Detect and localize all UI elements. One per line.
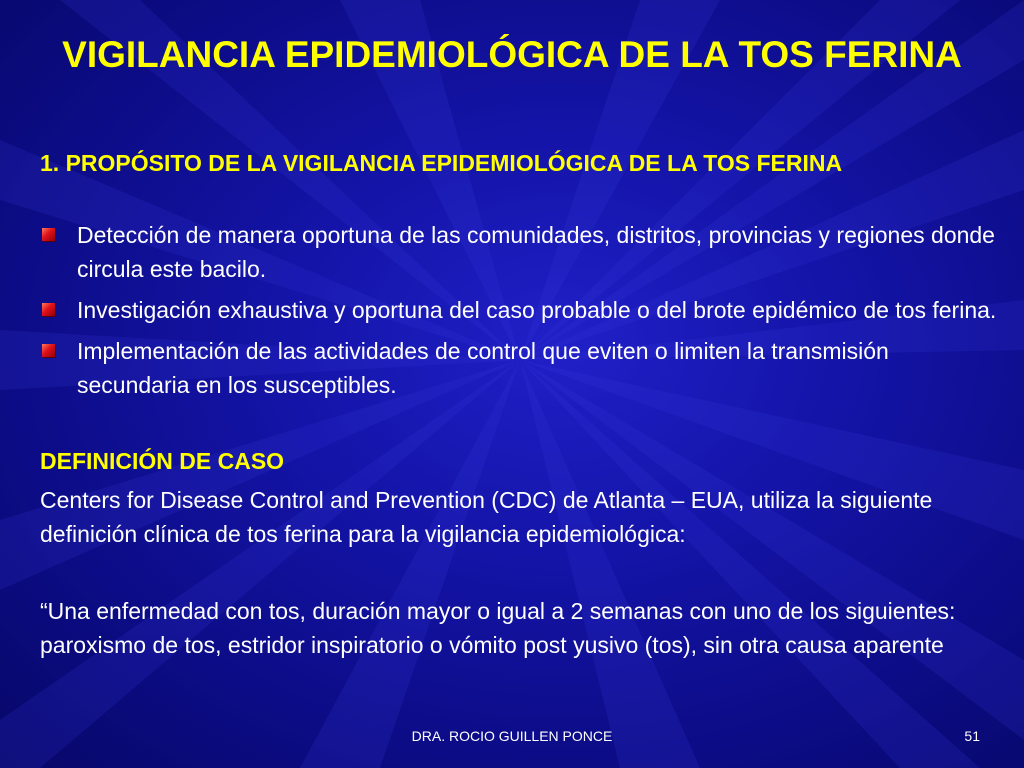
bullet-item [40,293,1000,327]
bullet-item [40,218,1000,286]
definition-heading: DEFINICIÓN DE CASO [40,448,285,474]
red-square-bullet-icon [42,344,55,357]
definition-paragraph: Centers for Disease Control and Prevention (CDC) de Atlanta – EUA, utiliza la siguiente definición clínica de tos ferina para la vigilancia epidemiológica: [40,487,933,547]
bullet-text: Detección de manera oportuna de las comunidades, distritos, provincias y regiones donde circula este bacilo. [77,222,995,282]
red-square-bullet-icon [42,228,55,241]
bullet-list [40,218,1000,409]
bullet-text: Investigación exhaustiva y oportuna del caso probable o del brote epidémico de tos ferina. [77,297,997,323]
slide-title: VIGILANCIA EPIDEMIOLÓGICA DE LA TOS FERINA [62,34,962,75]
bullet-item [40,334,1000,402]
section-heading: 1. PROPÓSITO DE LA VIGILANCIA EPIDEMIOLÓGICA DE LA TOS FERINA [40,150,843,176]
footer-author: DRA. ROCIO GUILLEN PONCE [411,728,613,744]
case-definition-quote: “Una enfermedad con tos, duración mayor o igual a 2 semanas con uno de los siguientes: paroxismo de tos, estridor inspiratorio o vómito post yusivo (tos), sin otra causa aparente [40,598,956,658]
page-number: 51 [964,728,980,744]
red-square-bullet-icon [42,303,55,316]
bullet-text: Implementación de las actividades de control que eviten o limiten la transmisión secundaria en los susceptibles. [77,338,889,398]
